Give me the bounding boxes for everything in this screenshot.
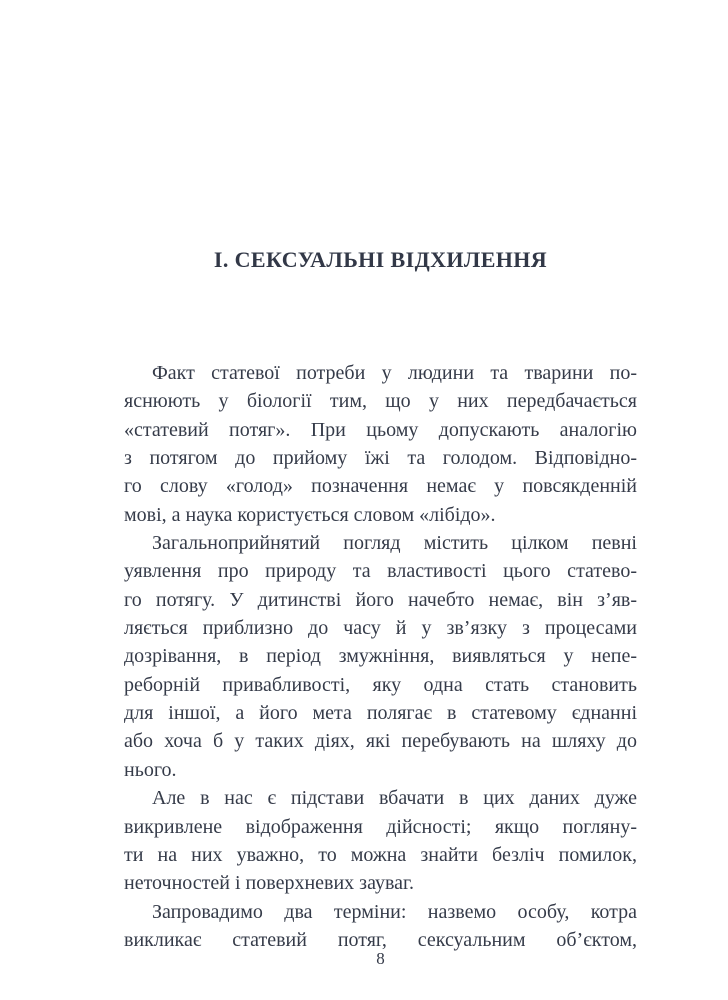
text-line: уявлення про природу та властивості цього статево- [124, 560, 637, 583]
text-line: яснюють у біології тим, що у них передбачається [124, 390, 637, 413]
text-line: викривлене відображення дійсності; якщо погляну- [124, 815, 637, 838]
text-line: викликає статевий потяг, сексуальним об’єктом, [124, 928, 637, 951]
chapter-heading: І. СЕКСУАЛЬНІ ВІДХИЛЕННЯ [213, 247, 548, 272]
text-line: Загальноприйнятий погляд містить цілком певні [152, 532, 637, 555]
text-line: ти на них уважно, то можна знайти безліч помилок, [124, 843, 637, 866]
text-line: або хоча б у таких діях, які перебувають на шляху до [124, 730, 637, 753]
text-line: дозрівання, в період змужніння, виявляться у непе- [124, 645, 637, 668]
page-body [124, 359, 637, 954]
text-line: реборній привабливості, яку одна стать становить [124, 673, 637, 696]
paragraph [124, 898, 637, 955]
text-line: го потягу. У дитинстві його начебто немає, він з’яв- [124, 588, 637, 611]
text-line: го слову «голод» позначення немає у повсякденній [124, 475, 637, 498]
text-line: «статевий потяг». При цьому допускають аналогію [124, 418, 637, 441]
text-line: нього. [124, 758, 177, 781]
paragraph [124, 529, 637, 784]
text-line: Запровадимо два терміни: назвемо особу, котра [152, 900, 637, 923]
text-line: ляється приблизно до часу й у зв’язку з процесами [124, 617, 637, 640]
text-line: Факт статевої потреби у людини та тварини по- [152, 362, 637, 384]
paragraph [124, 784, 637, 897]
text-line: з потягом до прийому їжі та голодом. Відповідно- [124, 447, 637, 470]
paragraph [124, 359, 637, 529]
text-line: неточностей і поверхневих зауваг. [124, 872, 414, 895]
text-line: для іншої, а його мета полягає в статевому єднанні [124, 702, 637, 725]
page-number: 8 [376, 949, 385, 968]
text-line: мові, а наука користується словом «лібідо». [124, 503, 496, 526]
text-line: Але в нас є підстави вбачати в цих даних дуже [152, 787, 637, 810]
